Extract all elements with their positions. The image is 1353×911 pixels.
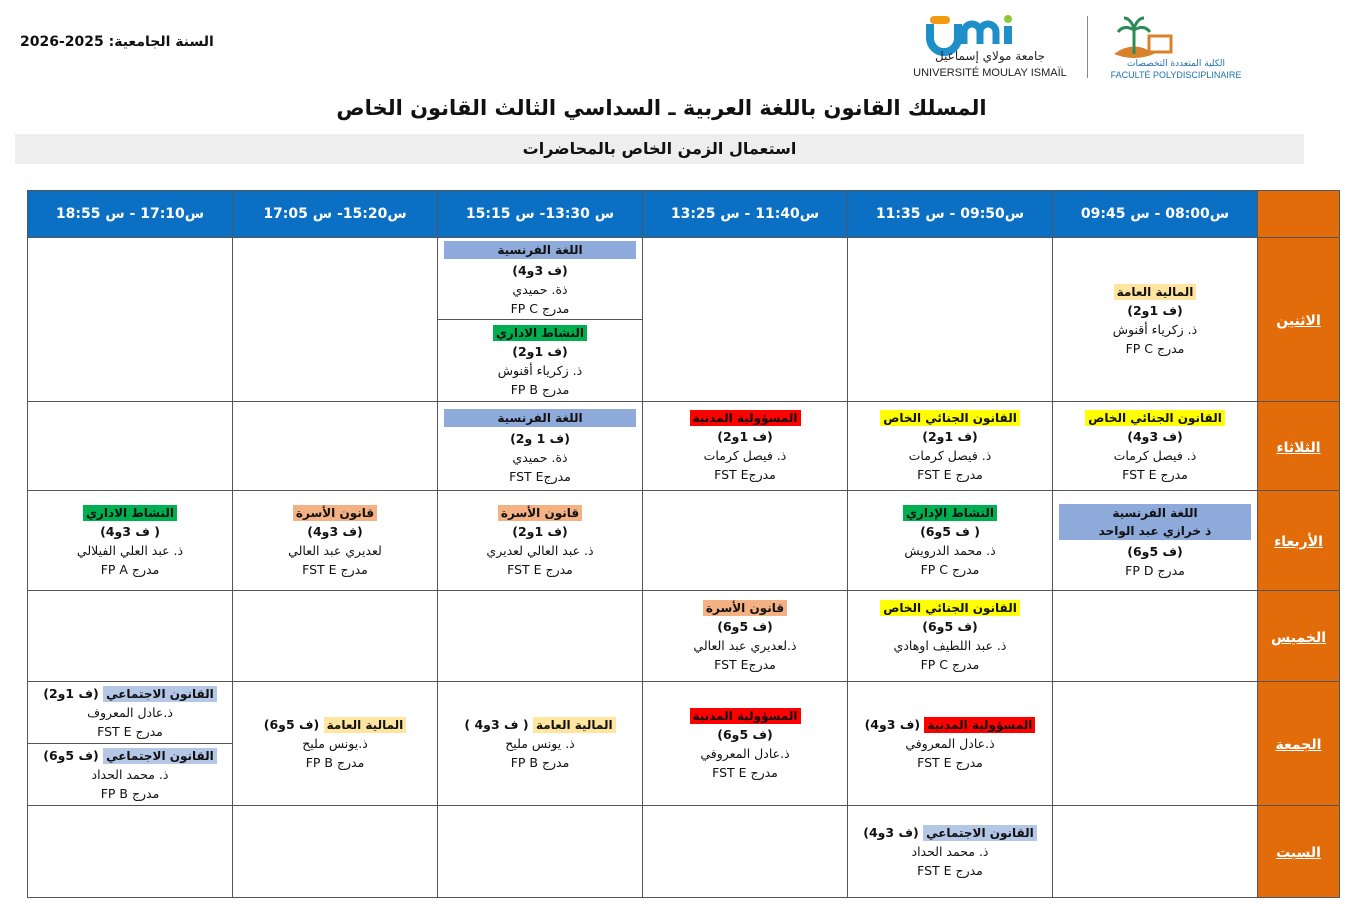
session-cell bbox=[848, 591, 1053, 682]
empty-cell bbox=[643, 238, 848, 402]
session-cell bbox=[643, 591, 848, 682]
professor: لعديري عبد العالي bbox=[288, 542, 382, 558]
room: مدرج FP C bbox=[1125, 340, 1185, 356]
slot-header-2: س09:50 - س 11:35 bbox=[848, 191, 1053, 238]
room: مدرج FP B bbox=[510, 755, 570, 770]
group: (ف 3و4) bbox=[864, 717, 921, 732]
professor: ذ. زكرياء أقنوش bbox=[1112, 321, 1198, 337]
room: مدرج FST E bbox=[917, 467, 983, 482]
room: مدرج FP B bbox=[510, 381, 570, 397]
session-cell bbox=[438, 402, 643, 491]
umi-french-name: UNIVERSITÉ MOULAY ISMAÏL bbox=[913, 67, 1067, 79]
group: (ف 1و2) bbox=[512, 523, 568, 539]
slot-header-1: س08:00 - س 09:45 bbox=[1053, 191, 1258, 238]
professor: ذ. فيصل كرمات bbox=[1113, 448, 1197, 463]
room: مدرج FP A bbox=[100, 561, 160, 577]
professor: ذة. حميدي bbox=[512, 282, 568, 297]
empty-cell bbox=[1053, 591, 1258, 682]
group: (ف 1 و2) bbox=[510, 430, 570, 446]
empty-cell bbox=[28, 591, 233, 682]
room: مدرج FST E bbox=[302, 561, 368, 577]
row-thursday bbox=[28, 591, 1340, 682]
day-friday: الجمعة bbox=[1258, 682, 1340, 806]
slot-header-4: س 13:30- س 15:15 bbox=[438, 191, 643, 238]
group: (ف 5و6) bbox=[1127, 543, 1183, 559]
timetable bbox=[27, 190, 1340, 898]
course-tag: المسؤولية المدنية bbox=[924, 717, 1035, 733]
session-cell bbox=[233, 682, 438, 806]
room: مدرج FST E bbox=[917, 755, 983, 770]
course-tag: قانون الأسرة bbox=[293, 505, 377, 521]
session-cell bbox=[28, 491, 233, 591]
course-tag: القانون الجنائي الخاص bbox=[880, 410, 1020, 426]
academic-year: السنة الجامعية: 2025-2026 bbox=[20, 34, 214, 50]
empty-cell bbox=[28, 806, 233, 898]
slot-header-6: س17:10 - س 18:55 bbox=[28, 191, 233, 238]
professor: ذ.يونس مليح bbox=[302, 736, 368, 751]
room: مدرجFST E bbox=[714, 467, 776, 482]
row-saturday bbox=[28, 806, 1340, 898]
professor: ذ.عادل المعروفي bbox=[905, 736, 995, 751]
course-tag: اللغة الفرنسية bbox=[444, 241, 636, 259]
course-tag: القانون الاجتماعي bbox=[923, 825, 1037, 841]
group: ( ف 5و6) bbox=[920, 523, 980, 539]
professor: ذ. محمد الحداد bbox=[911, 844, 989, 859]
empty-cell bbox=[233, 806, 438, 898]
empty-cell bbox=[438, 591, 643, 682]
session-cell bbox=[438, 238, 643, 402]
course-tag: النشاط الاداري bbox=[493, 325, 587, 341]
room: مدرج FST E bbox=[507, 561, 573, 577]
professor: ذة. حميدي bbox=[512, 449, 568, 465]
session-french bbox=[438, 238, 642, 319]
fp-logo bbox=[1104, 14, 1254, 84]
professor: ذ. محمد الدرويش bbox=[904, 542, 996, 558]
slot-header-3: س11:40 - س 13:25 bbox=[643, 191, 848, 238]
group: (ف 5و6) bbox=[43, 748, 99, 763]
room: مدرج FP D bbox=[1125, 562, 1185, 578]
empty-cell bbox=[28, 402, 233, 491]
room: مدرج FST E bbox=[97, 724, 163, 739]
empty-cell bbox=[848, 238, 1053, 402]
group: ( ف 3و4 ) bbox=[464, 717, 529, 732]
slot-header-5: س15:20- س 17:05 bbox=[233, 191, 438, 238]
session-social-1 bbox=[28, 682, 232, 743]
empty-cell bbox=[233, 238, 438, 402]
professor: ذ. فيصل كرمات bbox=[703, 448, 787, 463]
room: مدرجFST E bbox=[714, 657, 776, 672]
professor: ذ.عادل المعروفي bbox=[700, 745, 790, 761]
course-tag: قانون الأسرة bbox=[703, 600, 787, 616]
group: (ف 3و4) bbox=[863, 825, 919, 840]
group: (ف 1و2) bbox=[512, 343, 568, 359]
course-tag: المسؤولية المدنية bbox=[690, 708, 801, 724]
professor: ذ. عبد اللطيف اوهادي bbox=[893, 638, 1007, 653]
room: مدرج FST E bbox=[1122, 467, 1188, 482]
course-tag: القانون الاجتماعي bbox=[103, 686, 217, 702]
session-cell bbox=[848, 402, 1053, 491]
session-cell bbox=[1053, 402, 1258, 491]
group: (ف 1و2) bbox=[1127, 302, 1183, 318]
empty-cell bbox=[1053, 682, 1258, 806]
row-monday bbox=[28, 238, 1340, 402]
professor: ذ. محمد الحداد bbox=[91, 767, 169, 782]
group: (ف 5و6) bbox=[263, 717, 320, 732]
room: مدرج FP C bbox=[510, 301, 570, 316]
course-tag: المالية العامة bbox=[324, 717, 407, 733]
day-tuesday: الثلاثاء bbox=[1258, 402, 1340, 491]
room: مدرج FP C bbox=[920, 657, 980, 672]
room: مدرجFST E bbox=[509, 468, 571, 484]
group: (ف 1و2) bbox=[922, 429, 978, 444]
empty-cell bbox=[28, 238, 233, 402]
session-cell bbox=[643, 682, 848, 806]
professor: ذ. فيصل كرمات bbox=[908, 448, 992, 463]
room: مدرج FST E bbox=[712, 764, 778, 780]
course-tag: النشاط الإداري bbox=[903, 505, 997, 521]
session-cell bbox=[848, 806, 1053, 898]
day-wednesday: الأربعاء bbox=[1258, 491, 1340, 591]
group: (ف 3و4) bbox=[307, 523, 363, 539]
course-tag: المالية العامة bbox=[1114, 284, 1197, 300]
professor: ذ.عادل المعروف bbox=[87, 705, 173, 720]
session-cell bbox=[643, 402, 848, 491]
row-tuesday bbox=[28, 402, 1340, 491]
group: (ف 1و2) bbox=[43, 686, 99, 701]
empty-cell bbox=[438, 806, 643, 898]
room: مدرج FP B bbox=[305, 755, 365, 770]
professor: ذ. يونس مليح bbox=[505, 736, 575, 751]
session-cell bbox=[848, 491, 1053, 591]
course-tag: القانون الجنائي الخاص bbox=[880, 600, 1020, 616]
course-tag: النشاط الاداري bbox=[83, 505, 177, 521]
fp-arabic-name: الكلية المتعددة التخصصات bbox=[1127, 59, 1225, 69]
row-wednesday bbox=[28, 491, 1340, 591]
umi-logo bbox=[908, 14, 1073, 84]
corner-cell bbox=[1258, 191, 1340, 238]
session-admin bbox=[438, 319, 642, 401]
empty-cell bbox=[233, 591, 438, 682]
room: مدرج FP B bbox=[100, 786, 160, 801]
empty-cell bbox=[643, 491, 848, 591]
professor: ذ. عبد العالي لعديري bbox=[486, 542, 594, 558]
professor: ذ. زكرياء أقنوش bbox=[497, 362, 583, 378]
row-friday bbox=[28, 682, 1340, 806]
group: (ف 5و6) bbox=[717, 619, 773, 634]
group: (ف 5و6) bbox=[922, 619, 978, 634]
course-tag: القانون الاجتماعي bbox=[103, 748, 217, 764]
empty-cell bbox=[643, 806, 848, 898]
session-cell bbox=[1053, 491, 1258, 591]
professor: ذ. عبد العلي الفيلالي bbox=[76, 542, 184, 558]
group: (ف 1و2) bbox=[717, 429, 773, 444]
session-cell bbox=[438, 682, 643, 806]
header-row bbox=[28, 191, 1340, 238]
session-cell bbox=[438, 491, 643, 591]
session-social-2 bbox=[28, 743, 232, 805]
day-monday: الاثنين bbox=[1258, 238, 1340, 402]
page-subtitle: استعمال الزمن الخاص بالمحاضرات bbox=[15, 134, 1304, 164]
professor: ذ.لعديري عبد العالي bbox=[693, 638, 797, 653]
page-title: المسلك القانون باللغة العربية ـ السداسي الثالث القانون الخاص bbox=[336, 96, 987, 120]
session-cell bbox=[28, 682, 233, 806]
session-cell bbox=[848, 682, 1053, 806]
group: (ف 3و4) bbox=[512, 263, 568, 278]
empty-cell bbox=[233, 402, 438, 491]
session-cell bbox=[1053, 238, 1258, 402]
room: مدرج FST E bbox=[917, 863, 983, 878]
group: (ف 3و4) bbox=[1127, 429, 1183, 444]
logo-divider bbox=[1087, 16, 1088, 78]
group: ( ف 3و4) bbox=[100, 523, 160, 539]
course-tag: القانون الجنائي الخاص bbox=[1085, 410, 1225, 426]
course-tag: قانون الأسرة bbox=[498, 505, 582, 521]
day-saturday: السبت bbox=[1258, 806, 1340, 898]
group: (ف 5و6) bbox=[717, 726, 773, 742]
course-tag: اللغة الفرنسية bbox=[444, 409, 636, 427]
room: مدرج FP C bbox=[920, 561, 980, 577]
session-cell bbox=[233, 491, 438, 591]
course-tag: المالية العامة bbox=[533, 717, 616, 733]
empty-cell bbox=[1053, 806, 1258, 898]
course-tag: المسؤولية المدنية bbox=[690, 410, 801, 426]
fp-french-name: FACULTÉ POLYDISCIPLINAIRE bbox=[1110, 70, 1242, 80]
course-tag: اللغة الفرنسية ذ خرازي عبد الواحد bbox=[1059, 504, 1251, 540]
day-thursday: الخميس bbox=[1258, 591, 1340, 682]
umi-arabic-name: جامعة مولاي إسماعيل bbox=[934, 49, 1046, 63]
